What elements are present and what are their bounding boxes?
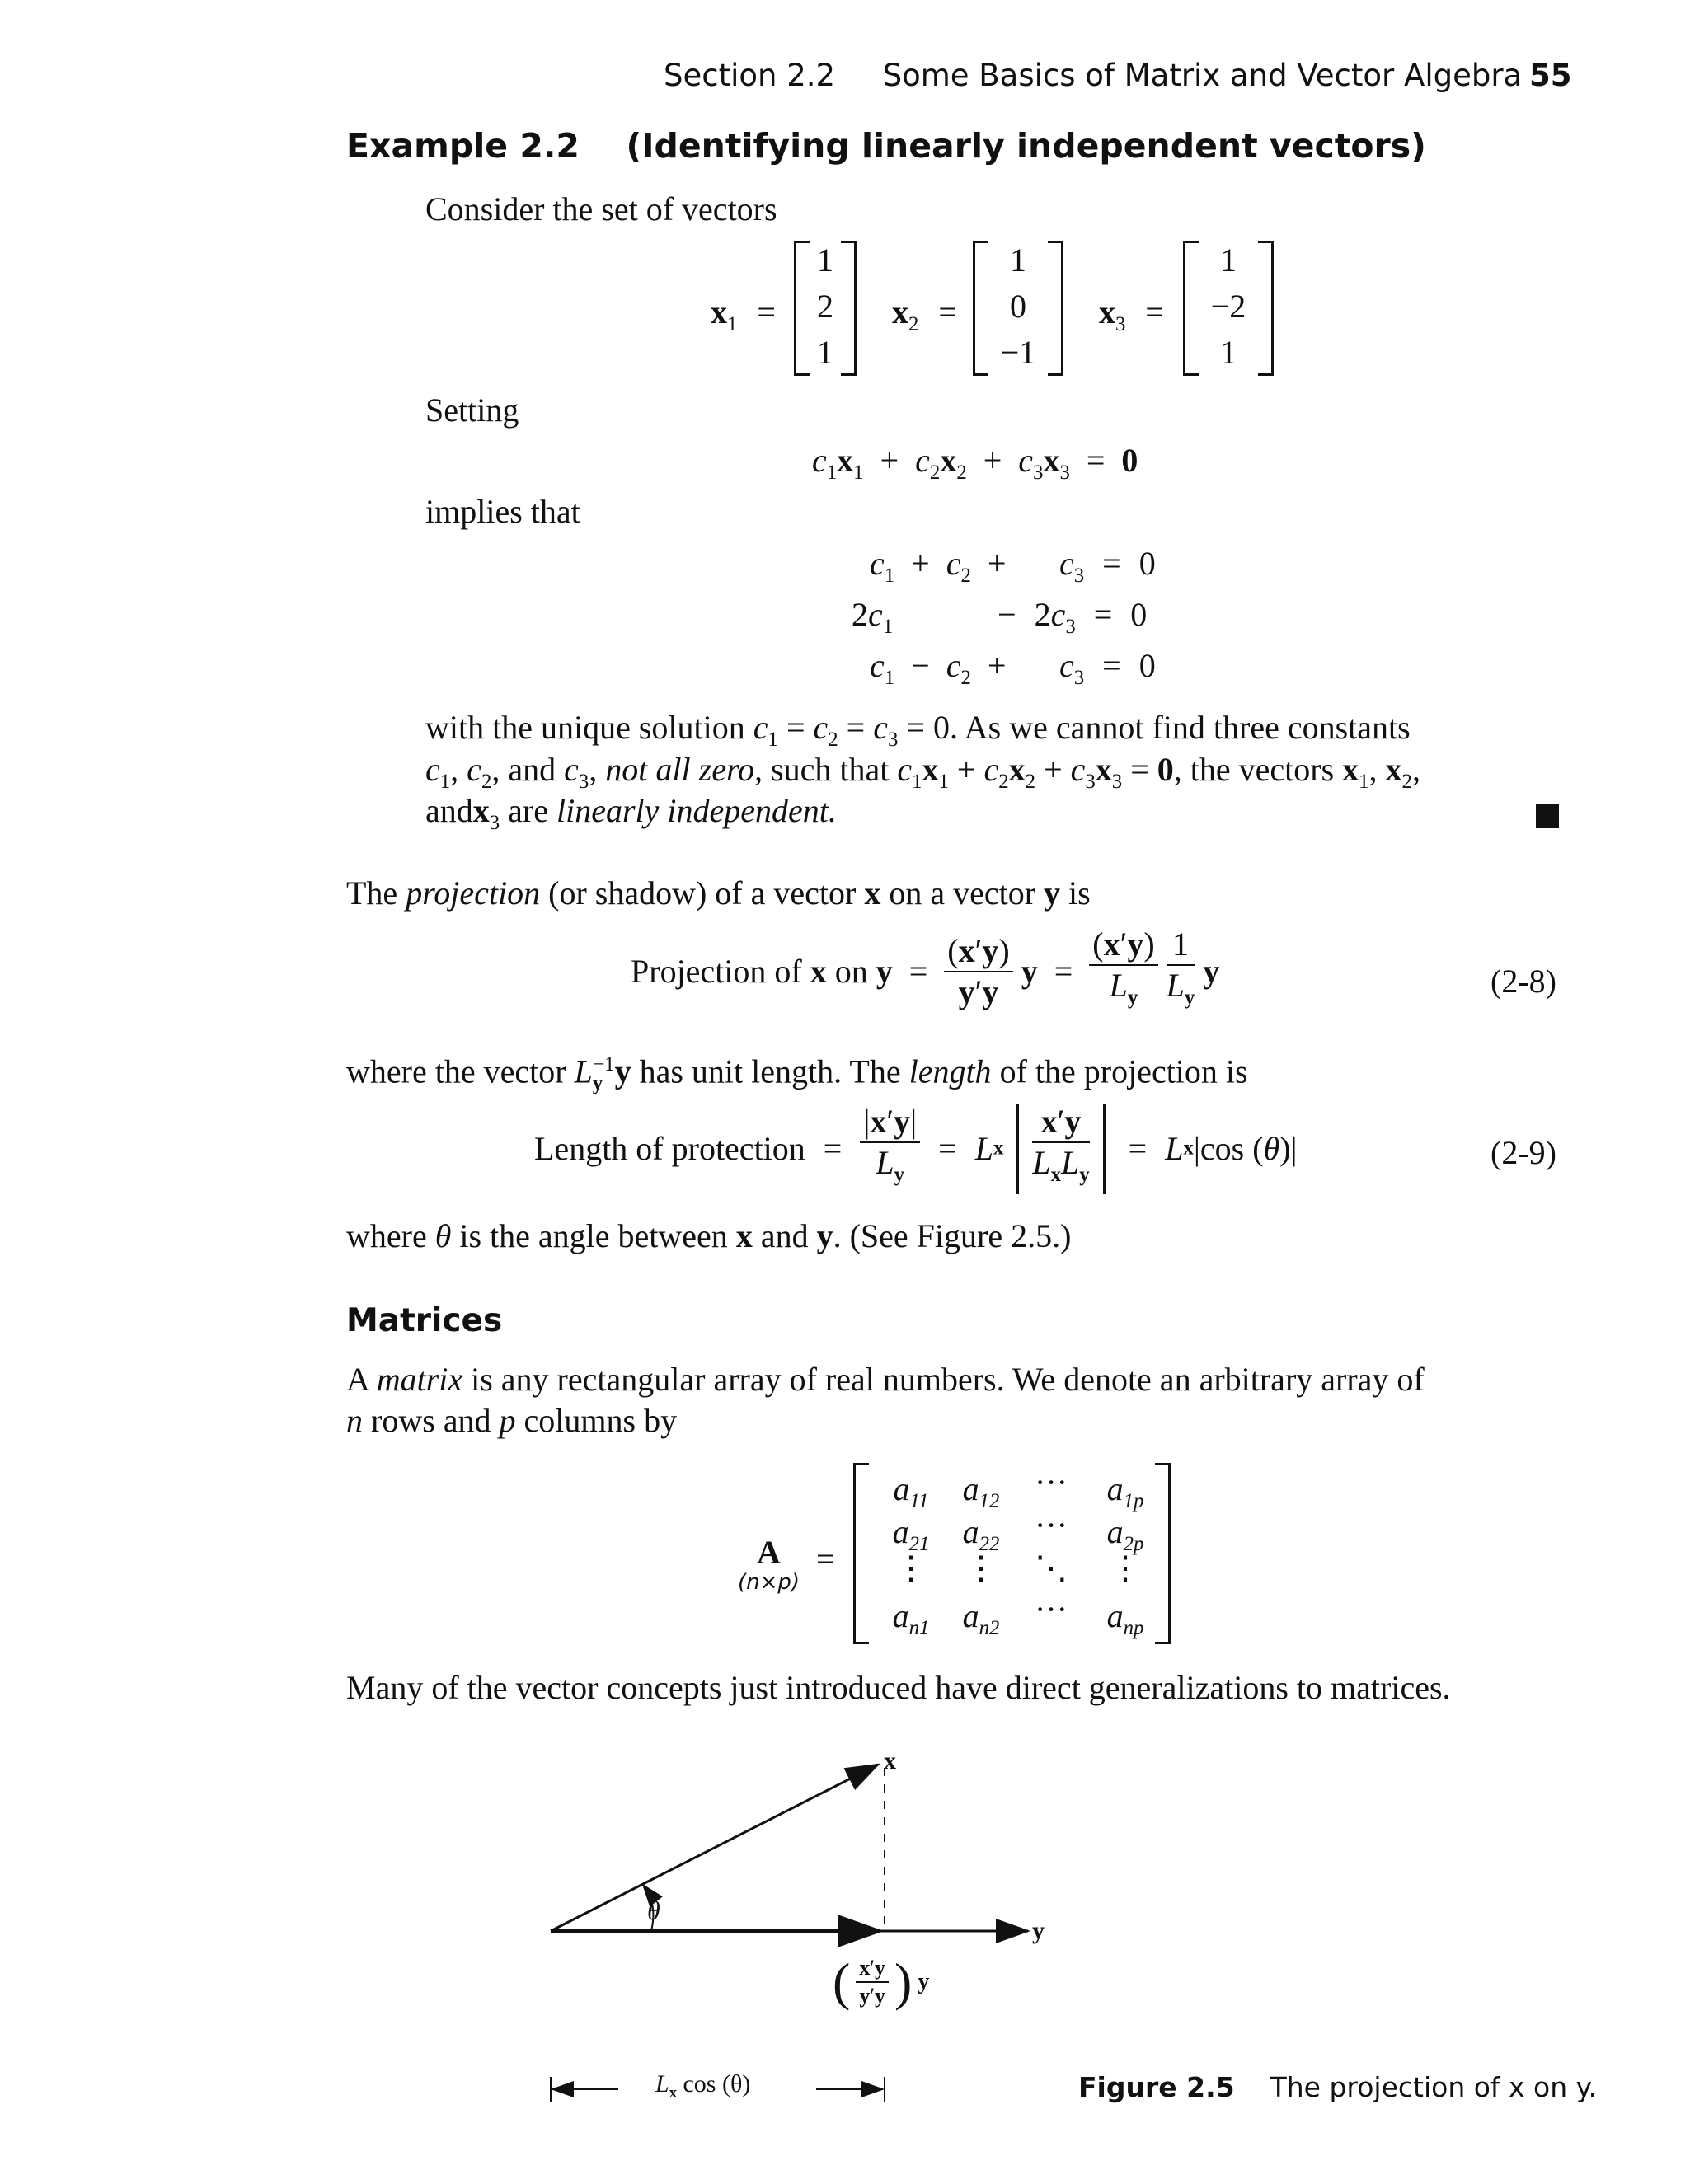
abs-bar-left [1016,1104,1019,1194]
vector-x2-entry: 1 [1010,241,1026,279]
projection-figure [528,1747,1072,2126]
system-row-2: $2c_1$ [852,596,894,638]
vector-x3-entry: −2 [1210,288,1246,325]
matrix-entry: $a_{1p}$ [1106,1470,1144,1512]
projection-fraction-1: $\frac{(x'y)}{y'y}$ [944,931,1012,1012]
solution-paragraph-line-1: with the unique solution $c_1 = c_2 = c_3 = 0$. As we cannot find three constants [425,709,1411,751]
matrix-entry: $a_{np}$ [1106,1597,1144,1639]
vector-x1-entry: 1 [817,334,833,371]
matrix-entry: $a_{12}$ [962,1470,1000,1512]
projection-fraction-3: $\frac{1}{L_y}$ [1166,926,1195,1009]
matrix-definition-line-1: A matrix is any rectangular array of real numbers. We denote an arbitrary array of [346,1361,1425,1398]
example-intro: Consider the set of vectors [425,190,777,227]
system-row-1: $c_1 + c_2$ + [870,545,1007,587]
vector-x1-entry: 1 [817,241,833,279]
vector-x3-entry: 1 [1220,241,1237,279]
figure-caption [1078,2071,1597,2103]
unit-length-sentence: where the vector $L_y^{-1}y$ has unit length. The length of the projection is [346,1052,1248,1095]
equation-number-2-8: (2-8) [1490,963,1556,1000]
solution-paragraph-line-2: $c_1$, $c_2$, and $c_3$, not all zero, such that $c_1x_1 + c_2x_2 + c_3x_3 = 0$, the vectors $x_1$, $x_2$, [425,751,1420,793]
example-label: Example 2.2 [346,126,580,166]
abs-bar-right [1103,1104,1106,1194]
vector-x3-entry: 1 [1220,334,1237,371]
matrix-A-symbol: A [757,1534,781,1571]
matrices-closing: Many of the vector concepts just introduced have direct generalizations to matrices. [346,1669,1451,1706]
matrix-definition-line-2: n rows and p columns by [346,1402,678,1439]
implies-text: implies that [425,493,580,530]
vector-x3-matrix [1183,241,1274,376]
vector-x2-entry: −1 [1000,334,1036,371]
length-fraction-2: $\frac{x'y}{L_xL_y}$ [1032,1103,1090,1186]
figure-y-label: y [1032,1917,1045,1944]
matrix-entry: $a_{n2}$ [962,1597,1000,1639]
end-of-example-square [1536,804,1559,828]
header-title: Some Basics of Matrix and Vector Algebra [882,58,1523,93]
vector-x2-matrix [973,241,1063,376]
matrices-heading: Matrices [346,1302,503,1339]
setting-text: Setting [425,391,519,429]
matrix-dots: ⋮ [894,1549,927,1586]
figure-bottom-label: $L_x$ cos (θ) [655,2070,751,2102]
example-heading [346,126,1426,166]
matrix-entry: $a_{11}$ [893,1470,929,1512]
matrix-A [853,1463,1171,1644]
figure-projection-label: ( $\frac{x'y}{y'y}$ ) y [833,1952,930,2011]
angle-sentence: where θ is the angle between x and y. (See Figure 2.5.) [346,1217,1072,1254]
example-title: (Identifying linearly independent vectors) [626,126,1426,166]
projection-sentence: The projection (or shadow) of a vector x on a vector y is [346,874,1091,912]
matrix-dots: ··· [1035,1464,1068,1501]
projection-fraction-2: $\frac{(x'y)}{L_y}$ [1089,925,1157,1018]
projection-formula: Projection of x on y = $\frac{(x'y)}{y'y}$ y = $\frac{(x'y)}{L_y}$ $\frac{1}{L_y}$ y [631,925,1219,1018]
system-row-2-rhs: − $2c_3 = 0$ [998,596,1148,638]
matrix-dots: ⋱ [1035,1549,1068,1586]
matrix-entry: $a_{21}$ [892,1513,930,1555]
vector-x-arrow [551,1765,878,1931]
system-row-3: $c_1 - c_2$ + [870,647,1007,689]
figure-x-label: x [884,1747,896,1774]
matrix-dots: ··· [1035,1507,1068,1544]
matrix-dots: ⋮ [965,1549,998,1586]
linear-combination-equation: $c_1x_1 + c_2x_2 + c_3x_3 = 0$ [812,442,1138,484]
figure-caption-text: The projection of x on y. [1270,2071,1597,2103]
vector-x1-matrix [794,241,857,376]
equation-number-2-9: (2-9) [1490,1134,1556,1171]
vector-x1-label: $x_1$ = [711,293,776,335]
system-row-1-rhs: $c_3 = 0$ [1059,545,1156,587]
vector-x2-label: $x_2$ = [892,293,957,335]
matrix-A-dims: (n×p) [738,1570,800,1595]
matrix-dots: ⋮ [1109,1549,1142,1586]
length-formula: Length of protection = $\frac{|x'y|}{L_y}$ = Lx $\frac{x'y}{L_xL_y}$ = Lx|cos (θ)| [534,1102,1298,1201]
matrix-A-equals: = [816,1540,835,1577]
system-row-3-rhs: $c_3 = 0$ [1059,647,1156,689]
matrix-dots: ··· [1035,1591,1068,1628]
figure-theta-label: θ [647,1896,660,1925]
figure-label: Figure 2.5 [1078,2071,1235,2103]
solution-paragraph-line-3: andx$_3$ are linearly independent. [425,792,837,834]
length-fraction-1: $\frac{|x'y|}{L_y}$ [860,1102,920,1195]
matrix-entry: $a_{22}$ [962,1513,1000,1555]
vector-x3-label: $x_3$ = [1099,293,1164,335]
vector-x1-entry: 2 [817,288,833,325]
running-header [664,58,1522,93]
vector-x2-entry: 0 [1010,288,1026,325]
matrix-entry: $a_{n1}$ [892,1597,930,1639]
matrix-entry: $a_{2p}$ [1106,1513,1144,1555]
page-number: 55 [1529,58,1572,93]
section-label: Section 2.2 [664,58,836,93]
